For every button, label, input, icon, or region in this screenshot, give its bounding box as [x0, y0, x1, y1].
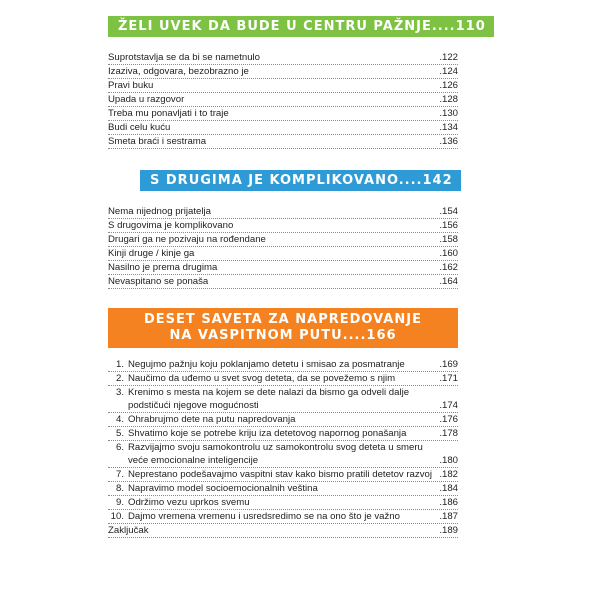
- entry-title: Nema nijednog prijatelja: [108, 206, 211, 217]
- toc-entry[interactable]: [108, 261, 458, 275]
- entry-page: .180: [439, 455, 458, 466]
- entry-number: 5.: [115, 428, 124, 439]
- entry-title: Kinji druge / kinje ga: [108, 248, 195, 259]
- entry-title: S drugovima je komplikovano: [108, 220, 234, 231]
- toc-entry[interactable]: [108, 275, 458, 289]
- entry-page: .126: [439, 80, 458, 91]
- entry-page: .136: [439, 136, 458, 147]
- toc-entry[interactable]: [108, 372, 458, 386]
- toc-entry-conclusion[interactable]: [108, 524, 458, 538]
- toc-entry[interactable]: [108, 121, 458, 135]
- toc-entry[interactable]: [108, 413, 458, 427]
- entry-page: .182: [439, 469, 458, 480]
- toc-entry[interactable]: [108, 386, 458, 413]
- entry-title: Zaključak: [108, 525, 149, 536]
- entry-number: 3.: [115, 387, 124, 398]
- entry-number: 6.: [115, 442, 124, 453]
- toc-entry[interactable]: [108, 107, 458, 121]
- toc-list: [108, 51, 458, 149]
- entry-title: Ohrabrujmo dete na putu napredovanja: [128, 414, 296, 425]
- entry-number: 2.: [115, 373, 124, 384]
- entry-title: Izaziva, odgovara, bezobrazno je: [108, 66, 249, 77]
- entry-number: 4.: [115, 414, 124, 425]
- entry-page: .178: [439, 428, 458, 439]
- entry-page: .162: [439, 262, 458, 273]
- entry-page: .128: [439, 94, 458, 105]
- entry-title: Napravimo model socioemocionalnih veština: [128, 483, 318, 494]
- entry-title: Drugari ga ne pozivaju na rođendane: [108, 234, 266, 245]
- toc-entry[interactable]: [108, 358, 458, 372]
- toc-entry[interactable]: [108, 93, 458, 107]
- entry-page: .186: [439, 497, 458, 508]
- entry-title: Smeta braći i sestrama: [108, 136, 207, 147]
- entry-title: Shvatimo koje se potrebe kriju iza detetovog napornog ponašanja: [128, 428, 407, 439]
- entry-page: .176: [439, 414, 458, 425]
- entry-title: Pravi buku: [108, 80, 154, 91]
- entry-number: 1.: [115, 359, 124, 370]
- toc-list: [108, 205, 458, 289]
- entry-title: Razvijajmo svoju samokontrolu uz samokontrolu svog deteta u smeru veće emocionalne inteligencije: [128, 442, 423, 466]
- entry-title: Nevaspitano se ponaša: [108, 276, 209, 287]
- entry-title: Održimo vezu uprkos svemu: [128, 497, 250, 508]
- section-ten-tips: [108, 308, 458, 538]
- entry-page: .169: [439, 359, 458, 370]
- entry-page: .174: [439, 400, 458, 411]
- entry-page: .122: [439, 52, 458, 63]
- entry-page: .156: [439, 220, 458, 231]
- toc-entry[interactable]: [108, 247, 458, 261]
- entry-title: Naučimo da uđemo u svet svog deteta, da se povežemo s njim: [128, 373, 396, 384]
- entry-page: .160: [439, 248, 458, 259]
- toc-entry[interactable]: [108, 79, 458, 93]
- entry-number: 9.: [115, 497, 124, 508]
- toc-entry[interactable]: [108, 482, 458, 496]
- section-attention: [108, 16, 486, 149]
- toc-entry[interactable]: [108, 51, 458, 65]
- toc-entry[interactable]: [108, 496, 458, 510]
- entry-number: 8.: [115, 483, 124, 494]
- toc-entry[interactable]: [108, 233, 458, 247]
- entry-title: Krenimo s mesta na kojem se dete nalazi da bismo ga odveli dalje podstičući njegove mogućnosti: [128, 387, 410, 411]
- entry-page: .164: [439, 276, 458, 287]
- entry-page: .134: [439, 122, 458, 133]
- entry-title: Budi celu kuću: [108, 122, 171, 133]
- entry-number: 10.: [110, 511, 124, 522]
- section-header: [108, 308, 458, 348]
- toc-entry[interactable]: [108, 441, 458, 468]
- toc-entry[interactable]: [108, 510, 458, 524]
- toc-entry[interactable]: [108, 205, 458, 219]
- toc-entry[interactable]: [108, 427, 458, 441]
- toc-entry[interactable]: [108, 219, 458, 233]
- section-header: S DRUGIMA JE KOMPLIKOVANO....142: [140, 170, 461, 191]
- entry-number: 7.: [115, 469, 124, 480]
- entry-page: .184: [439, 483, 458, 494]
- entry-title: Suprotstavlja se da bi se nametnulo: [108, 52, 260, 63]
- section-header: ŽELI UVEK DA BUDE U CENTRU PAŽNJE....110: [108, 16, 494, 37]
- entry-page: .187: [439, 511, 458, 522]
- entry-title: Negujmo pažnju koju poklanjamo detetu i smisao za posmatranje: [128, 359, 405, 370]
- entry-title: Nasilno je prema drugima: [108, 262, 218, 273]
- toc-entry[interactable]: [108, 65, 458, 79]
- toc-entry[interactable]: [108, 135, 458, 149]
- toc-list: [108, 358, 458, 538]
- entry-title: Dajmo vremena vremenu i usredsredimo se na ono što je važno: [128, 511, 400, 522]
- section-header-line: NA VASPITNOM PUTU....166: [169, 328, 397, 343]
- toc-entry[interactable]: [108, 468, 458, 482]
- entry-title: Neprestano podešavajmo vaspitni stav kako bismo pratili detetov razvoj: [128, 469, 432, 480]
- entry-page: .154: [439, 206, 458, 217]
- section-others: [108, 170, 458, 289]
- entry-title: Treba mu ponavljati i to traje: [108, 108, 229, 119]
- section-header-line: DESET SAVETA ZA NAPREDOVANJE: [144, 312, 422, 327]
- entry-page: .130: [439, 108, 458, 119]
- entry-title: Upada u razgovor: [108, 94, 185, 105]
- entry-page: .158: [439, 234, 458, 245]
- entry-page: .171: [439, 373, 458, 384]
- entry-page: .124: [439, 66, 458, 77]
- entry-page: .189: [439, 525, 458, 536]
